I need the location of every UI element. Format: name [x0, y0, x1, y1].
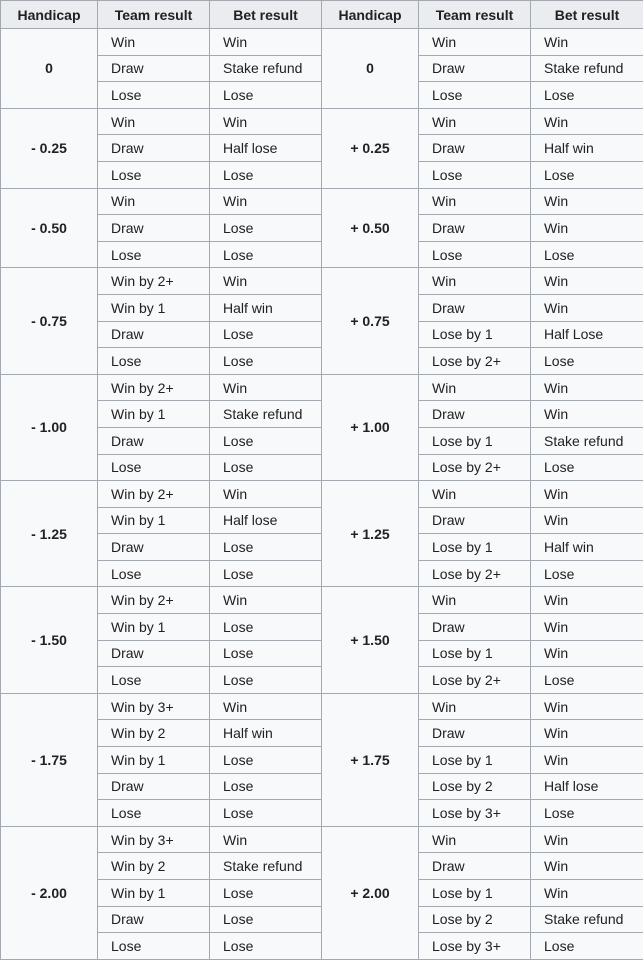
bet-result-right: Stake refund	[531, 55, 643, 82]
bet-result-right: Win	[531, 108, 643, 135]
bet-result-right: Half win	[531, 135, 643, 162]
bet-result-left: Half win	[210, 720, 322, 747]
handicap-value-right: + 1.50	[322, 587, 419, 693]
bet-result-left: Lose	[210, 614, 322, 641]
team-result-left: Win by 2+	[98, 268, 210, 295]
table-row	[1, 268, 643, 295]
team-result-right: Lose by 2+	[419, 454, 531, 481]
team-result-left: Lose	[98, 241, 210, 268]
bet-result-left: Win	[210, 188, 322, 215]
bet-result-right: Win	[531, 481, 643, 508]
bet-result-left: Lose	[210, 215, 322, 242]
bet-result-right: Win	[531, 215, 643, 242]
bet-result-left: Lose	[210, 800, 322, 827]
team-result-left: Win by 1	[98, 507, 210, 534]
team-result-right: Draw	[419, 614, 531, 641]
handicap-value-right: + 1.00	[322, 374, 419, 480]
team-result-left: Win	[98, 29, 210, 56]
bet-result-right: Lose	[531, 454, 643, 481]
table-row	[1, 188, 643, 215]
team-result-right: Draw	[419, 135, 531, 162]
bet-result-right: Lose	[531, 241, 643, 268]
bet-result-left: Lose	[210, 321, 322, 348]
table-row	[1, 481, 643, 508]
team-result-left: Win by 2	[98, 720, 210, 747]
handicap-value-right: + 0.25	[322, 108, 419, 188]
bet-result-right: Win	[531, 826, 643, 853]
bet-result-right: Lose	[531, 800, 643, 827]
team-result-right: Lose by 1	[419, 640, 531, 667]
team-result-right: Win	[419, 188, 531, 215]
bet-result-right: Lose	[531, 82, 643, 109]
handicap-value-left: - 0.75	[1, 268, 98, 374]
bet-result-right: Win	[531, 720, 643, 747]
handicap-value-left: - 1.00	[1, 374, 98, 480]
bet-result-right: Win	[531, 693, 643, 720]
handicap-value-left: 0	[1, 29, 98, 109]
bet-result-left: Lose	[210, 667, 322, 694]
team-result-right: Lose by 1	[419, 427, 531, 454]
team-result-right: Lose	[419, 161, 531, 188]
bet-result-left: Lose	[210, 82, 322, 109]
team-result-left: Lose	[98, 667, 210, 694]
team-result-right: Lose by 3+	[419, 933, 531, 960]
bet-result-left: Half win	[210, 294, 322, 321]
team-result-left: Lose	[98, 560, 210, 587]
team-result-right: Draw	[419, 55, 531, 82]
bet-result-left: Lose	[210, 906, 322, 933]
bet-result-right: Lose	[531, 667, 643, 694]
bet-result-right: Half win	[531, 534, 643, 561]
bet-result-left: Win	[210, 108, 322, 135]
team-result-right: Lose by 2+	[419, 348, 531, 375]
team-result-left: Lose	[98, 82, 210, 109]
bet-result-left: Lose	[210, 534, 322, 561]
team-result-right: Win	[419, 268, 531, 295]
bet-result-right: Win	[531, 29, 643, 56]
bet-result-right: Win	[531, 640, 643, 667]
bet-result-right: Half lose	[531, 773, 643, 800]
team-result-left: Lose	[98, 161, 210, 188]
team-result-right: Win	[419, 587, 531, 614]
team-result-right: Draw	[419, 507, 531, 534]
bet-result-right: Half Lose	[531, 321, 643, 348]
team-result-left: Win by 2+	[98, 587, 210, 614]
team-result-left: Lose	[98, 454, 210, 481]
bet-result-right: Win	[531, 507, 643, 534]
team-result-left: Draw	[98, 135, 210, 162]
team-result-right: Lose by 2+	[419, 667, 531, 694]
bet-result-left: Lose	[210, 773, 322, 800]
bet-result-left: Half lose	[210, 135, 322, 162]
team-result-left: Draw	[98, 427, 210, 454]
handicap-value-left: - 1.50	[1, 587, 98, 693]
bet-result-right: Win	[531, 747, 643, 774]
bet-result-right: Win	[531, 587, 643, 614]
team-result-left: Win by 3+	[98, 826, 210, 853]
team-result-left: Draw	[98, 906, 210, 933]
bet-result-left: Win	[210, 29, 322, 56]
header-row	[1, 1, 643, 29]
bet-result-left: Win	[210, 481, 322, 508]
bet-result-right: Lose	[531, 348, 643, 375]
team-result-right: Lose	[419, 241, 531, 268]
handicap-value-left: - 1.25	[1, 481, 98, 587]
team-result-left: Lose	[98, 800, 210, 827]
handicap-value-right: + 1.75	[322, 693, 419, 826]
bet-result-right: Lose	[531, 933, 643, 960]
bet-result-left: Win	[210, 826, 322, 853]
team-result-right: Draw	[419, 401, 531, 428]
bet-result-left: Lose	[210, 241, 322, 268]
handicap-value-left: - 2.00	[1, 826, 98, 959]
bet-result-left: Lose	[210, 161, 322, 188]
bet-result-right: Win	[531, 401, 643, 428]
team-result-right: Win	[419, 374, 531, 401]
handicap-value-left: - 0.50	[1, 188, 98, 268]
handicap-value-right: + 0.75	[322, 268, 419, 374]
bet-result-right: Win	[531, 188, 643, 215]
team-result-right: Lose by 1	[419, 321, 531, 348]
bet-result-right: Stake refund	[531, 906, 643, 933]
team-result-left: Win by 1	[98, 880, 210, 907]
team-result-left: Win by 2	[98, 853, 210, 880]
team-result-right: Draw	[419, 720, 531, 747]
bet-result-left: Win	[210, 693, 322, 720]
team-result-right: Lose by 1	[419, 747, 531, 774]
team-result-left: Lose	[98, 933, 210, 960]
bet-result-left: Lose	[210, 747, 322, 774]
team-result-right: Lose by 1	[419, 534, 531, 561]
team-result-left: Win by 1	[98, 294, 210, 321]
handicap-value-left: - 1.75	[1, 693, 98, 826]
header-bet-result-right: Bet result	[531, 1, 643, 29]
team-result-right: Draw	[419, 294, 531, 321]
team-result-left: Draw	[98, 321, 210, 348]
bet-result-left: Lose	[210, 454, 322, 481]
team-result-left: Draw	[98, 640, 210, 667]
team-result-right: Win	[419, 693, 531, 720]
bet-result-left: Half lose	[210, 507, 322, 534]
bet-result-left: Lose	[210, 640, 322, 667]
handicap-value-right: 0	[322, 29, 419, 109]
bet-result-right: Win	[531, 853, 643, 880]
team-result-left: Draw	[98, 55, 210, 82]
team-result-right: Lose by 2	[419, 906, 531, 933]
bet-result-right: Win	[531, 294, 643, 321]
table-header	[1, 1, 643, 29]
team-result-right: Win	[419, 826, 531, 853]
team-result-left: Draw	[98, 534, 210, 561]
team-result-right: Lose by 2+	[419, 560, 531, 587]
team-result-left: Win	[98, 188, 210, 215]
team-result-right: Lose by 2	[419, 773, 531, 800]
team-result-left: Draw	[98, 773, 210, 800]
bet-result-right: Lose	[531, 161, 643, 188]
bet-result-left: Win	[210, 268, 322, 295]
header-team-result-left: Team result	[98, 1, 210, 29]
table-row	[1, 29, 643, 56]
team-result-left: Win	[98, 108, 210, 135]
team-result-left: Draw	[98, 215, 210, 242]
bet-result-left: Lose	[210, 427, 322, 454]
table-row	[1, 587, 643, 614]
team-result-left: Win by 1	[98, 747, 210, 774]
table-row	[1, 108, 643, 135]
table-row	[1, 374, 643, 401]
handicap-value-right: + 1.25	[322, 481, 419, 587]
team-result-right: Lose by 1	[419, 880, 531, 907]
team-result-right: Lose by 3+	[419, 800, 531, 827]
bet-result-left: Lose	[210, 560, 322, 587]
bet-result-right: Win	[531, 374, 643, 401]
bet-result-left: Lose	[210, 933, 322, 960]
team-result-right: Draw	[419, 215, 531, 242]
header-team-result-right: Team result	[419, 1, 531, 29]
bet-result-right: Lose	[531, 560, 643, 587]
bet-result-right: Stake refund	[531, 427, 643, 454]
team-result-right: Win	[419, 481, 531, 508]
team-result-left: Win by 3+	[98, 693, 210, 720]
team-result-right: Draw	[419, 853, 531, 880]
header-handicap-right: Handicap	[322, 1, 419, 29]
team-result-right: Win	[419, 108, 531, 135]
handicap-value-right: + 2.00	[322, 826, 419, 959]
table-row	[1, 693, 643, 720]
bet-result-left: Stake refund	[210, 853, 322, 880]
team-result-left: Lose	[98, 348, 210, 375]
header-handicap-left: Handicap	[1, 1, 98, 29]
bet-result-right: Win	[531, 880, 643, 907]
bet-result-left: Stake refund	[210, 55, 322, 82]
bet-result-left: Lose	[210, 348, 322, 375]
bet-result-left: Win	[210, 587, 322, 614]
team-result-right: Lose	[419, 82, 531, 109]
team-result-left: Win by 2+	[98, 374, 210, 401]
bet-result-right: Win	[531, 268, 643, 295]
team-result-right: Win	[419, 29, 531, 56]
bet-result-left: Lose	[210, 880, 322, 907]
team-result-left: Win by 2+	[98, 481, 210, 508]
handicap-value-right: + 0.50	[322, 188, 419, 268]
team-result-left: Win by 1	[98, 401, 210, 428]
handicap-value-left: - 0.25	[1, 108, 98, 188]
header-bet-result-left: Bet result	[210, 1, 322, 29]
bet-result-right: Win	[531, 614, 643, 641]
table-row	[1, 826, 643, 853]
bet-result-left: Stake refund	[210, 401, 322, 428]
bet-result-left: Win	[210, 374, 322, 401]
table-body	[1, 29, 643, 960]
team-result-left: Win by 1	[98, 614, 210, 641]
